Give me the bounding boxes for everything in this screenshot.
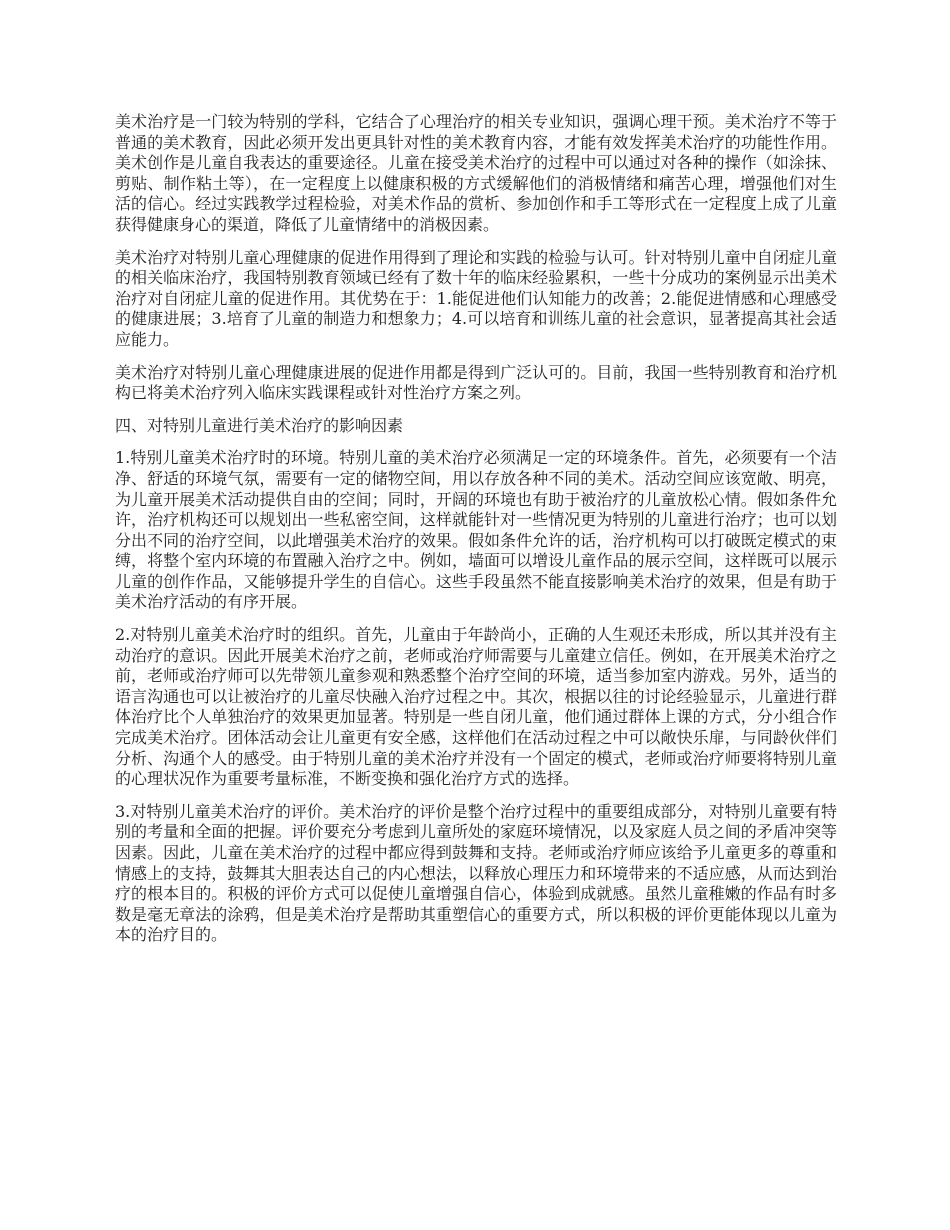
paragraph-effects: 美术治疗对特别儿童心理健康的促进作用得到了理论和实践的检验与认可。针对特别儿童中自闭症儿童的相关临床治疗，我国特别教育领域已经有了数十年的临床经验累积，一些十分成功的案例显示出美术治疗对自闭症儿童的促进作用。其优势在于：1.能促进他们认知能力的改善；2.能促进情感和心理感受的健康进展；3.培育了儿童的制造力和想象力；4.可以培育和训练儿童的社会意识，显著提高其社会适应能力。 bbox=[115, 247, 837, 349]
paragraph-intro: 美术治疗是一门较为特别的学科，它结合了心理治疗的相关专业知识，强调心理干预。美术治疗不等于普通的美术教育，因此必须开发出更具针对性的美术教育内容，才能有效发挥美术治疗的功能性作用。美术创作是儿童自我表达的重要途径。儿童在接受美术治疗的过程中可以通过对各种的操作（如涂抹、剪贴、制作粘土等），在一定程度上以健康积极的方式缓解他们的消极情绪和痛苦心理，增强他们对生活的信心。经过实践教学过程检验，对美术作品的赏析、参加创作和手工等形式在一定程度上成了儿童获得健康身心的渠道，降低了儿童情绪中的消极因素。 bbox=[115, 112, 837, 234]
paragraph-recognition: 美术治疗对特别儿童心理健康进展的促进作用都是得到广泛认可的。目前，我国一些特别教育和治疗机构已将美术治疗列入临床实践课程或针对性治疗方案之列。 bbox=[115, 362, 837, 403]
paragraph-organization: 2.对特别儿童美术治疗时的组织。首先，儿童由于年龄尚小，正确的人生观还未形成，所以其并没有主动治疗的意识。因此开展美术治疗之前，老师或治疗师需要与儿童建立信任。例如，在开展美术治疗之前，老师或治疗师可以先带领儿童参观和熟悉整个治疗空间的环境，适当参加室内游戏。另外，适当的语言沟通也可以让被治疗的儿童尽快融入治疗过程之中。其次，根据以往的讨论经验显示，儿童进行群体治疗比个人单独治疗的效果更加显著。特别是一些自闭儿童，他们通过群体上课的方式，分小组合作完成美术治疗。团体活动会让儿童更有安全感，这样他们在活动过程之中可以敞快乐扉，与同龄伙伴们分析、沟通个人的感受。由于特别儿童的美术治疗并没有一个固定的模式，老师或治疗师要将特别儿童的心理状况作为重要考量标准，不断变换和强化治疗方式的选择。 bbox=[115, 625, 837, 789]
paragraph-environment: 1.特别儿童美术治疗时的环境。特别儿童的美术治疗必须满足一定的环境条件。首先，必须要有一个洁净、舒适的环境气氛，需要有一定的储物空间，用以存放各种不同的美术。活动空间应该宽敞、明亮，为儿童开展美术活动提供自由的空间；同时，开阔的环境也有助于被治疗的儿童放松心情。假如条件允许，治疗机构还可以规划出一些私密空间，这样就能针对一些情况更为特别的儿童进行治疗；也可以划分出不同的治疗空间，以此增强美术治疗的效果。假如条件允许的话，治疗机构可以打破既定模式的束缚，将整个室内环境的布置融入治疗之中。例如，墙面可以增设儿童作品的展示空间，这样既可以展示儿童的创作作品，又能够提升学生的自信心。这些手段虽然不能直接影响美术治疗的效果，但是有助于美术治疗活动的有序开展。 bbox=[115, 448, 837, 612]
document-body bbox=[115, 112, 837, 958]
section-heading: 四、对特别儿童进行美术治疗的影响因素 bbox=[115, 415, 404, 435]
paragraph-evaluation: 3.对特别儿童美术治疗的评价。美术治疗的评价是整个治疗过程中的重要组成部分，对特别儿童要有特别的考量和全面的把握。评价要充分考虑到儿童所处的家庭环境情况，以及家庭人员之间的矛盾冲突等因素。因此，儿童在美术治疗的过程中都应得到鼓舞和支持。老师或治疗师应该给予儿童更多的尊重和情感上的支持，鼓舞其大胆表达自己的内心想法，以释放心理压力和环境带来的不适应感，从而达到治疗的根本目的。积极的评价方式可以促使儿童增强自信心，体验到成就感。虽然儿童稚嫩的作品有时多数是毫无章法的涂鸦，但是美术治疗是帮助其重塑信心的重要方式，所以积极的评价更能体现以儿童为本的治疗目的。 bbox=[115, 801, 837, 945]
